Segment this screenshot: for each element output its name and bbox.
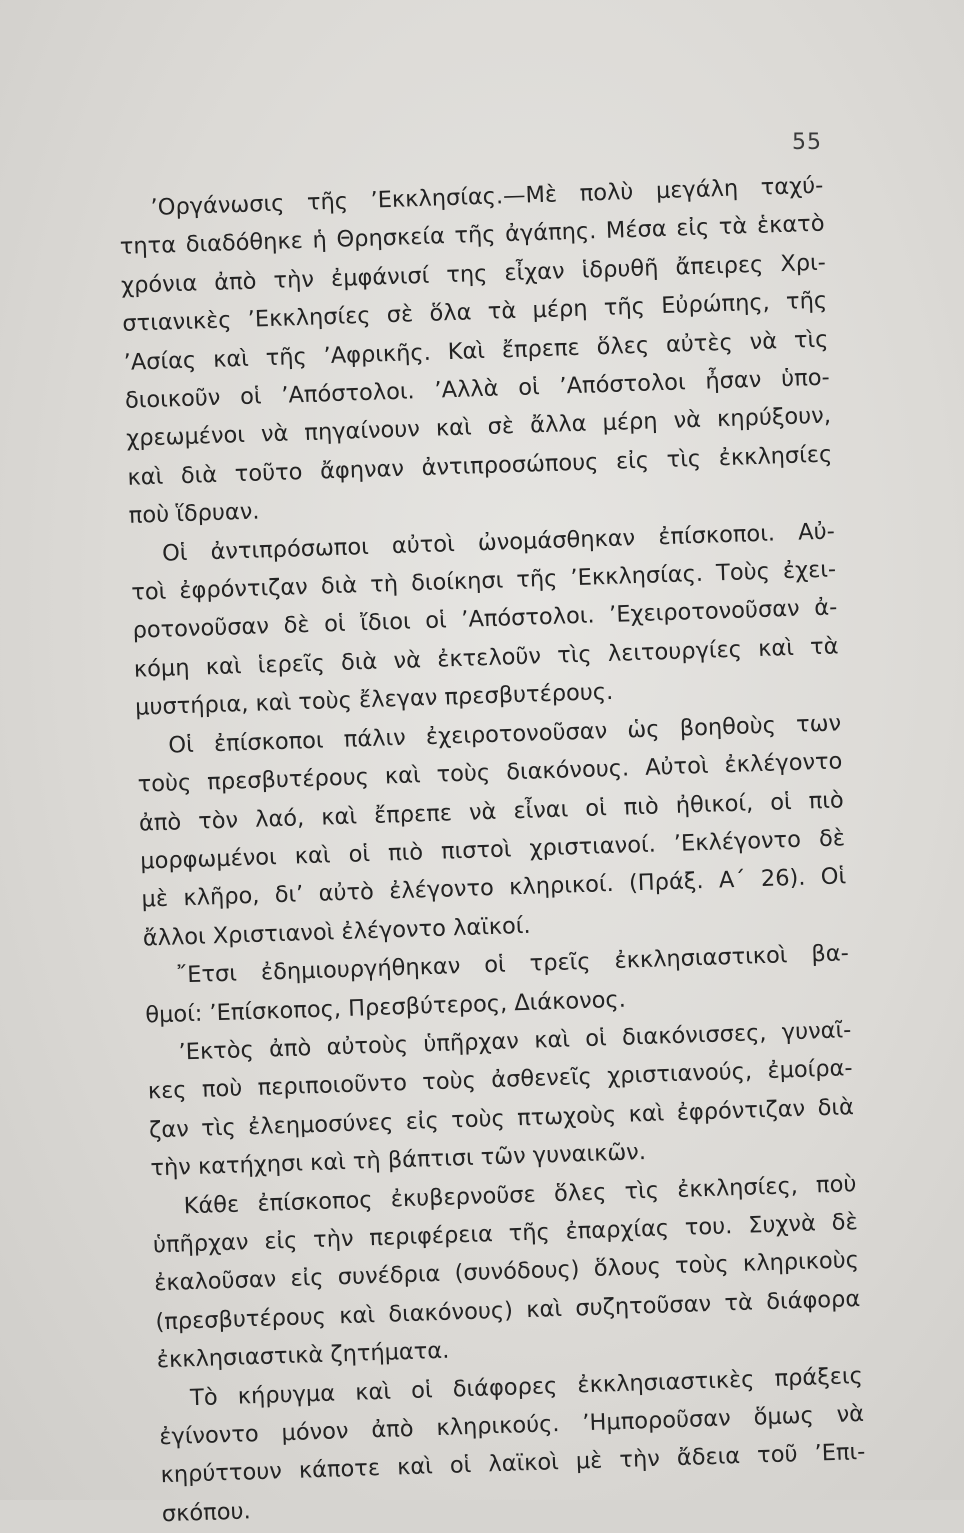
text-line: Τὸ κήρυγμα καὶ οἱ διάφορες ἐκκλησιαστικὲς πράξεις <box>189 1362 864 1411</box>
text-line: διοικοῦν οἱ ’Απόστολοι. ’Αλλὰ οἱ ’Απόστολοι ἦσαν ὑπο- <box>124 364 831 414</box>
text-line: μορφωμένοι καὶ οἱ πιὸ πιστοὶ χριστιανοί. ’Εκλέγοντο δὲ <box>139 825 846 875</box>
text-line: ἐκαλοῦσαν εἰς συνέδρια (συνόδους) ὅλους τοὺς κληρικοὺς <box>153 1247 860 1297</box>
text-line: ἄλλοι Χριστιανοὶ ἐλέγοντο λαϊκοί. <box>142 912 532 952</box>
text-line: τὴν κατήχησι καὶ τὴ βάπτισι τῶν γυναικῶν. <box>150 1139 647 1182</box>
text-line: Κάθε ἐπίσκοπος ἐκυβερνοῦσε ὅλες τὶς ἐκκλησίες, ποὺ <box>183 1170 857 1219</box>
body-text <box>118 166 882 1533</box>
text-line: σκόπου. <box>161 1498 252 1528</box>
text-line: χρόνια ἀπὸ τὴν ἐμφάνισί της εἶχαν ἱδρυθῆ ἄπειρες Χρι- <box>120 249 827 299</box>
text-line: κηρύττουν κάποτε καὶ οἱ λαϊκοὶ μὲ τὴν ἄδεια τοῦ ’Επι- <box>160 1439 866 1489</box>
text-line: τητα διαδόθηκε ἡ Θρησκεία τῆς ἀγάπης. Μέσα εἰς τὰ ἑκατὸ <box>119 211 825 261</box>
text-line: ζαν τὶς ἐλεημοσύνες εἰς τοὺς πτωχοὺς καὶ ἐφρόντιζαν διὰ <box>148 1093 855 1144</box>
text-line: τοὶ ἐφρόντιζαν διὰ τὴ διοίκησι τῆς ’Εκκλησίας. Τοὺς ἐχει- <box>130 556 837 606</box>
text-line: χρεωμένοι νὰ πηγαίνουν καὶ σὲ ἄλλα μέρη νὰ κηρύξουν, <box>125 402 832 453</box>
text-line: ’Ασίας καὶ τῆς ’Αφρικῆς. Καὶ ἔπρεπε ὅλες αὐτὲς νὰ τὶς <box>123 326 829 376</box>
text-line: ροτονοῦσαν δὲ οἱ ἴδιοι οἱ ’Απόστολοι. ’Εχειροτονοῦσαν ἀ- <box>132 594 838 645</box>
text-line: ποὺ ἵδρυαν. <box>128 498 260 530</box>
text-line: μυστήρια, καὶ τοὺς ἔλεγαν πρεσβυτέρους. <box>134 679 614 721</box>
text-line: ’Εκτὸς ἀπὸ αὐτοὺς ὑπῆρχαν καὶ οἱ διακόνισσες, γυναῖ- <box>178 1017 852 1066</box>
text-line: ῎Ετσι ἐδημιουργήθηκαν οἱ τρεῖς ἐκκλησιαστικοὶ βα- <box>175 940 850 989</box>
text-line: ’Οργάνωσις τῆς ’Εκκλησίας.—Μὲ πολὺ μεγάλη ταχύ- <box>150 172 824 221</box>
text-line: μὲ κλῆρο, δι’ αὐτὸ ἐλέγοντο κληρικοί. (Πράξ. Α΄ 26). Οἱ <box>141 863 847 913</box>
text-line: Οἱ ἀντιπρόσωποι αὐτοὶ ὠνομάσθηκαν ἐπίσκοποι. Αὐ- <box>161 518 836 567</box>
text-line: ἐκκλησιαστικὰ ζητήματα. <box>156 1337 450 1374</box>
text-line: καὶ διὰ τοῦτο ἄφηναν ἀντιπροσώπους εἰς τὶς ἐκκλησίες <box>127 441 833 491</box>
text-line: (πρεσβυτέρους καὶ διακόνους) καὶ συζητοῦσαν τὰ διάφορα <box>155 1285 861 1336</box>
text-line: ἐγίνοντο μόνον ἀπὸ κληρικούς. ’Ημποροῦσαν ὅμως νὰ <box>158 1400 865 1451</box>
text-line: στιανικὲς ’Εκκλησίες σὲ ὅλα τὰ μέρη τῆς Εὐρώπης, τῆς <box>122 287 828 338</box>
text-line: θμοί: ’Επίσκοπος, Πρεσβύτερος, Διάκονος. <box>144 986 627 1029</box>
text-line: κες ποὺ περιποιοῦντο τοὺς ἀσθενεῖς χριστιανούς, ἐμοίρα- <box>147 1055 853 1105</box>
text-line: τοὺς πρεσβυτέρους καὶ τοὺς διακόνους. Αὐτοὶ ἐκλέγοντο <box>137 748 843 798</box>
text-line: ὑπῆρχαν εἰς τὴν περιφέρεια τῆς ἐπαρχίας του. Συχνὰ δὲ <box>152 1209 859 1259</box>
text-line: κόμη καὶ ἱερεῖς διὰ νὰ ἐκτελοῦν τὶς λειτουργίες καὶ τὰ <box>133 633 839 683</box>
text-line: Οἱ ἐπίσκοποι πάλιν ἐχειροτονοῦσαν ὡς βοηθοὺς των <box>168 710 842 759</box>
page-number: 55 <box>792 130 822 155</box>
text-line: ἀπὸ τὸν λαό, καὶ ἔπρεπε νὰ εἶναι οἱ πιὸ ἠθικοί, οἱ πιὸ <box>138 786 845 837</box>
